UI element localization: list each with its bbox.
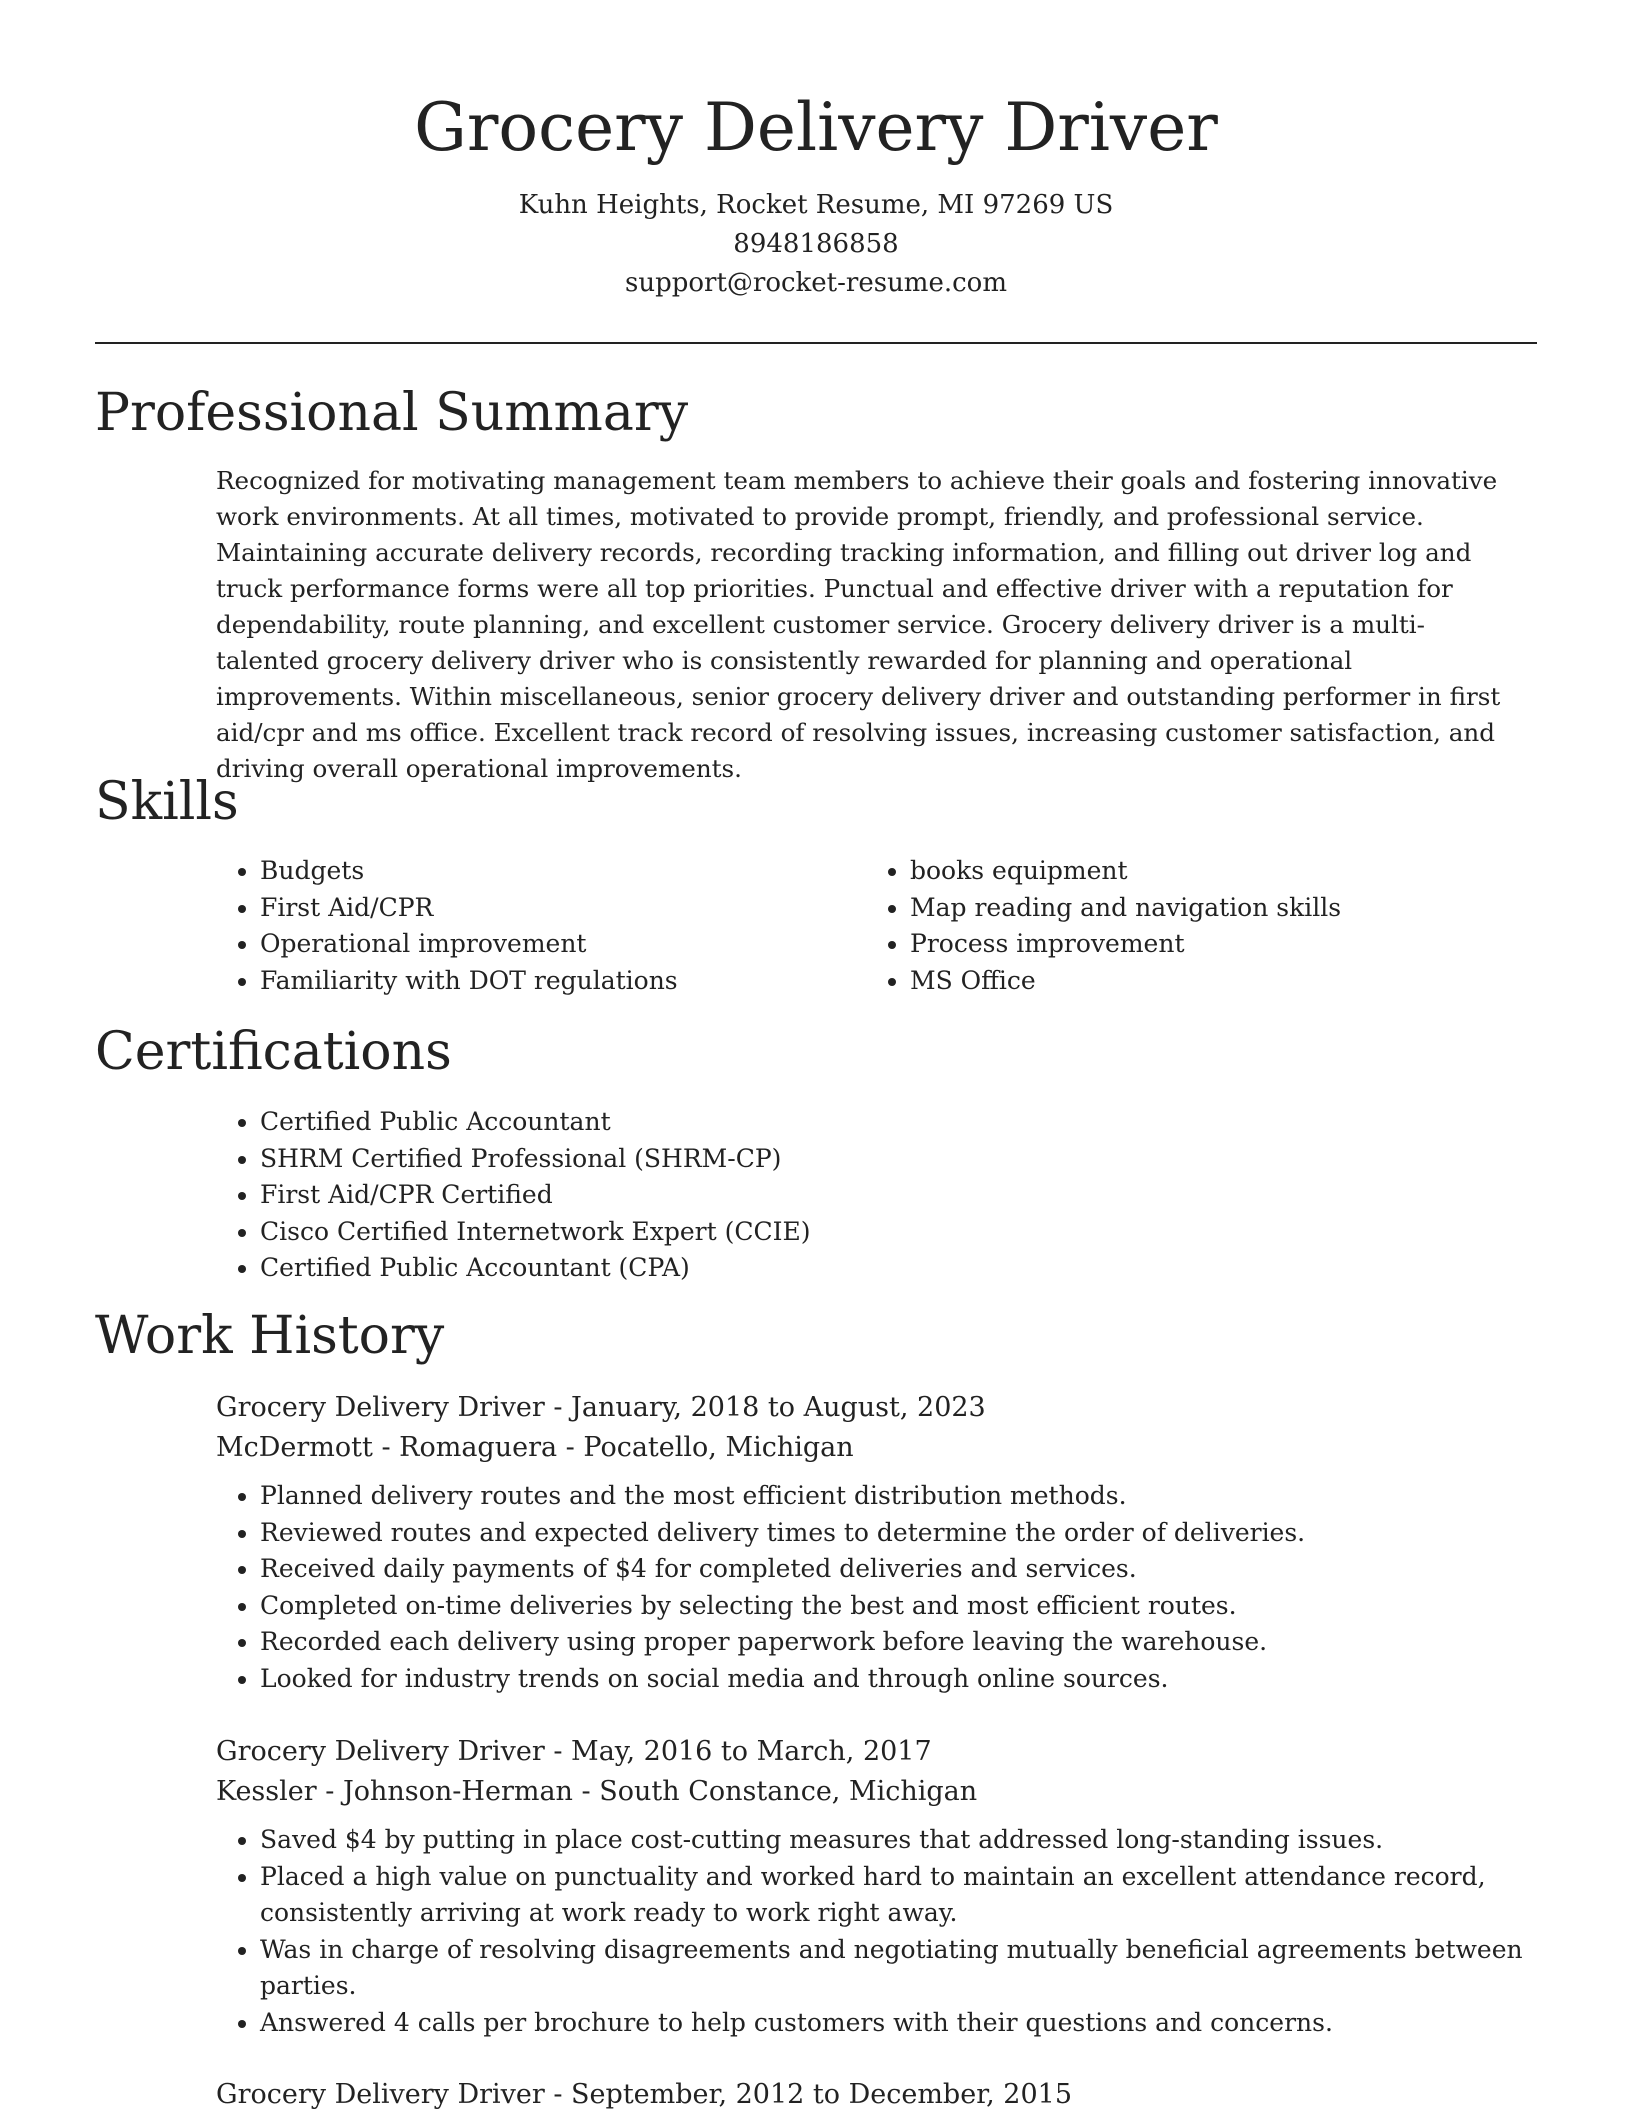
certification-item: • Cisco Certified Internetwork Expert (CCIE): [260, 1214, 1526, 1251]
job-bullet: • Completed on-time deliveries by selecting the best and most efficient routes.: [260, 1588, 1526, 1625]
skill-item: • Familiarity with DOT regulations: [260, 963, 856, 1000]
job-bullet: • Saved $4 by putting in place cost-cutting measures that addressed long-standing issues.: [260, 1822, 1526, 1859]
skills-column-left: [216, 853, 856, 999]
certifications-heading: Certifications: [95, 1022, 452, 1082]
job-entry: [216, 1388, 1526, 1697]
job-title-line: Grocery Delivery Driver - May, 2016 to March, 2017: [216, 1736, 932, 1767]
job-company-line: Kessler - Johnson-Herman - South Constance, Michigan: [216, 1776, 978, 1807]
contact-address: Kuhn Heights, Rocket Resume, MI 97269 US: [518, 190, 1114, 220]
job-title-line: Grocery Delivery Driver - September, 2012 to December, 2015: [216, 2079, 1073, 2110]
job-bullet: • Answered 4 calls per brochure to help customers with their questions and concerns.: [260, 2005, 1526, 2042]
contact-block: [0, 186, 1632, 303]
skill-item: • Map reading and navigation skills: [910, 890, 1526, 927]
skills-column-right: [866, 853, 1526, 999]
contact-phone: 8948186858: [733, 229, 899, 259]
job-bullet: • Received daily payments of $4 for completed deliveries and services.: [260, 1551, 1526, 1588]
certification-item: • Certified Public Accountant: [260, 1104, 1526, 1141]
job-bullet: • Recorded each delivery using proper paperwork before leaving the warehouse.: [260, 1624, 1526, 1661]
contact-email: support@rocket-resume.com: [624, 268, 1007, 298]
resume-header: [0, 88, 1632, 303]
job-entry: [216, 2075, 1526, 2115]
job-bullet: • Reviewed routes and expected delivery times to determine the order of deliveries.: [260, 1515, 1526, 1552]
certifications-list: [216, 1104, 1526, 1287]
summary-text: Recognized for motivating management team members to achieve their goals and fostering innovative work environments. At all times, motivated to provide prompt, friendly, and professional service. Maintaining accurate delivery records, recording tracking information, and filling out driver log and truck performance forms were all top priorities. Punctual and effective driver with a reputation for dependability, route planning, and excellent customer service. Grocery delivery driver is a multi-talented grocery delivery driver who is consistently rewarded for planning and operational improvements. Within miscellaneous, senior grocery delivery driver and outstanding performer in first aid/cpr and ms office. Excellent track record of resolving issues, increasing customer satisfaction, and driving overall operational improvements.: [216, 466, 1501, 783]
job-bullet: • Was in charge of resolving disagreements and negotiating mutually beneficial agreements between parties.: [260, 1932, 1526, 2005]
summary-heading: Professional Summary: [95, 383, 689, 443]
header-divider: [95, 342, 1537, 344]
certification-item: • SHRM Certified Professional (SHRM-CP): [260, 1141, 1526, 1178]
candidate-name: Grocery Delivery Driver: [414, 89, 1218, 166]
certification-item: • Certified Public Accountant (CPA): [260, 1250, 1526, 1287]
job-bullet: • Looked for industry trends on social media and through online sources.: [260, 1661, 1526, 1698]
job-title-line: Grocery Delivery Driver - January, 2018 to August, 2023: [216, 1392, 986, 1423]
skill-item: • Process improvement: [910, 926, 1526, 963]
skills-heading: Skills: [95, 772, 239, 832]
skill-item: • books equipment: [910, 853, 1526, 890]
job-entry: [216, 1732, 1526, 2041]
job-bullet: • Placed a high value on punctuality and worked hard to maintain an excellent attendance record, consistently arriving at work ready to work right away.: [260, 1859, 1526, 1932]
work-history-heading: Work History: [95, 1306, 445, 1366]
job-bullet: • Planned delivery routes and the most efficient distribution methods.: [260, 1478, 1526, 1515]
skill-item: • Budgets: [260, 853, 856, 890]
skill-item: • MS Office: [910, 963, 1526, 1000]
job-company-line: McDermott - Romaguera - Pocatello, Michigan: [216, 1432, 854, 1463]
certification-item: • First Aid/CPR Certified: [260, 1177, 1526, 1214]
skill-item: • Operational improvement: [260, 926, 856, 963]
skill-item: • First Aid/CPR: [260, 890, 856, 927]
